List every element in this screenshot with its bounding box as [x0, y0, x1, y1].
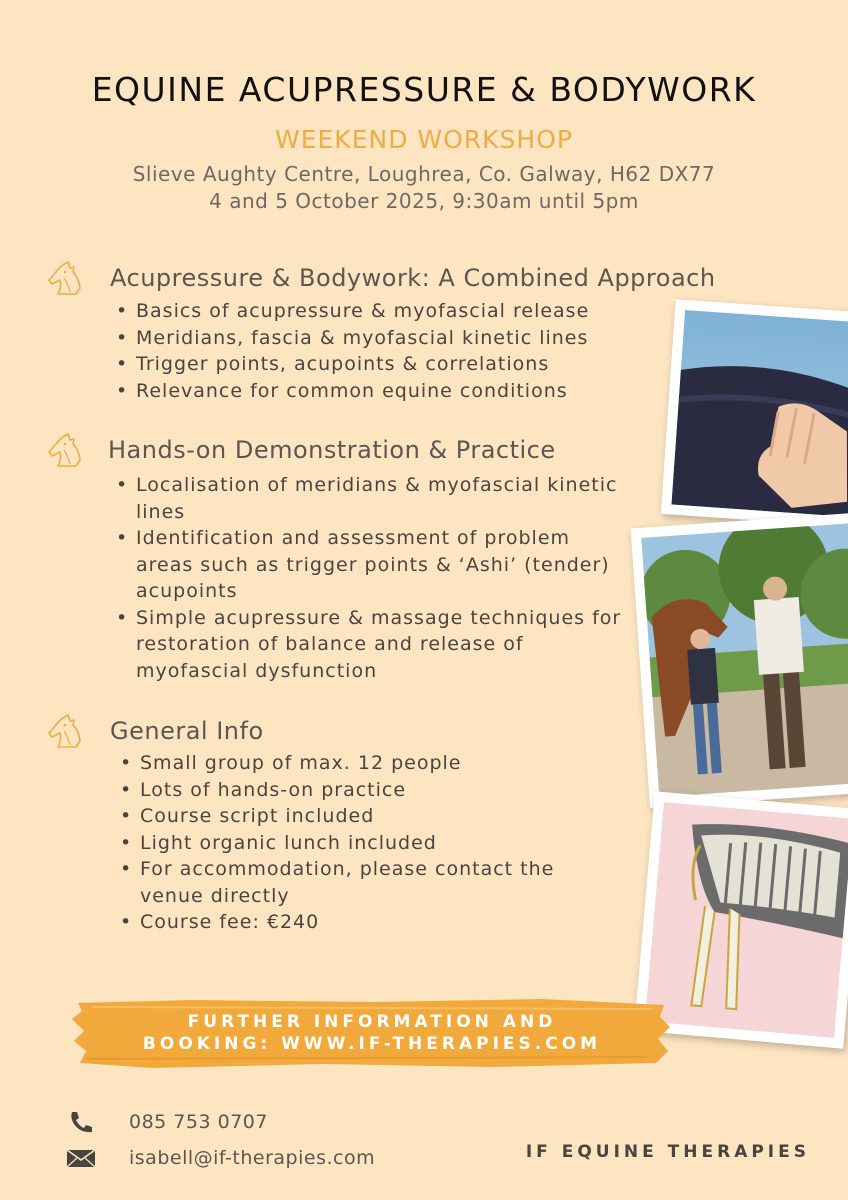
section-2-heading	[46, 430, 556, 470]
workshop-subtitle: WEEKEND WORKSHOP	[275, 125, 573, 154]
booking-text[interactable]	[72, 1011, 672, 1055]
horse-head-icon	[46, 258, 86, 298]
list-item: • Course fee: €240	[116, 909, 586, 936]
email-address[interactable]: isabell@if-therapies.com	[129, 1147, 376, 1169]
phone-number[interactable]: 085 753 0707	[129, 1111, 268, 1133]
list-item: • Course script included	[116, 803, 586, 830]
phone-icon	[66, 1110, 96, 1134]
section-2-list	[112, 472, 632, 684]
list-item: • Lots of hands-on practice	[116, 777, 586, 804]
photo-demonstration	[631, 512, 848, 808]
section-title: General Info	[110, 717, 264, 745]
booking-banner[interactable]	[72, 997, 672, 1069]
mail-icon	[66, 1146, 96, 1170]
section-3-heading	[46, 711, 264, 751]
list-item: • Light organic lunch included	[116, 830, 586, 857]
photo-hand-on-horse	[661, 299, 848, 527]
venue-info	[0, 161, 848, 215]
email-contact[interactable]	[66, 1146, 375, 1170]
section-3-list	[116, 750, 586, 936]
list-item: • Meridians, fascia & myofascial kinetic lines	[112, 325, 632, 352]
section-title: Acupressure & Bodywork: A Combined Approach	[110, 264, 716, 292]
section-1-list	[112, 298, 632, 404]
phone-contact[interactable]	[66, 1110, 268, 1134]
list-item: • Identification and assessment of problem areas such as trigger points & ‘Ashi’ (tender) acupoints	[112, 525, 632, 605]
list-item: • Localisation of meridians & myofascial kinetic lines	[112, 472, 632, 525]
section-1-heading	[46, 258, 716, 298]
page-title: EQUINE ACUPRESSURE & BODYWORK	[91, 70, 757, 109]
list-item: • Relevance for common equine conditions	[112, 378, 632, 405]
booking-line-1: FURTHER INFORMATION AND	[187, 1012, 557, 1032]
booking-line-2[interactable]: BOOKING: WWW.IF-THERAPIES.COM	[142, 1034, 602, 1054]
workshop-dates: 4 and 5 October 2025, 9:30am until 5pm	[209, 189, 639, 213]
list-item: • For accommodation, please contact the venue directly	[116, 856, 586, 909]
list-item: • Simple acupressure & massage techniques for restoration of balance and release of myofascial dysfunction	[112, 605, 632, 685]
list-item: • Small group of max. 12 people	[116, 750, 586, 777]
horse-head-icon	[46, 430, 86, 470]
venue-address: Slieve Aughty Centre, Loughrea, Co. Galway, H62 DX77	[132, 162, 716, 186]
brand-name: IF EQUINE THERAPIES	[525, 1142, 810, 1162]
section-title: Hands-on Demonstration & Practice	[108, 436, 556, 464]
list-item: • Trigger points, acupoints & correlations	[112, 351, 632, 378]
list-item: • Basics of acupressure & myofascial release	[112, 298, 632, 325]
horse-head-icon	[46, 711, 86, 751]
